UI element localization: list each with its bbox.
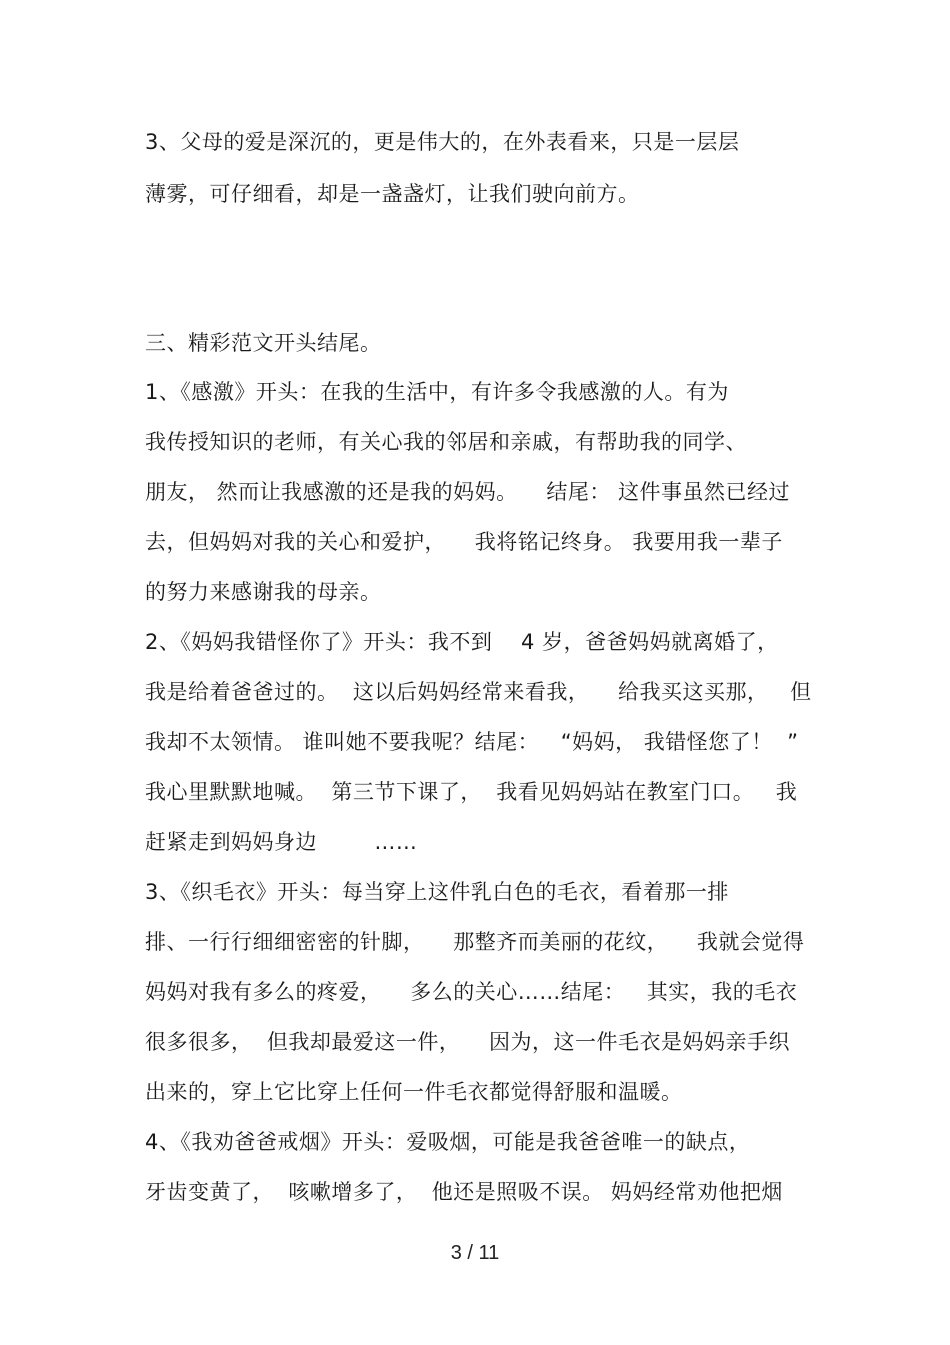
text-line: 2、《妈妈我错怪你了》开头：我不到 4 岁，爸爸妈妈就离婚了， <box>145 630 779 654</box>
text-line: 妈妈对我有多么的疼爱， 多么的关心……结尾： 其实，我的毛衣 <box>145 980 798 1004</box>
text-line: 很多很多， 但我却最爱这一件， 因为，这一件毛衣是妈妈亲手织 <box>145 1030 791 1054</box>
text-line: 朋友， 然而让我感激的还是我的妈妈。 结尾： 这件事虽然已经过 <box>145 480 791 504</box>
text-line: 我却不太领情。 谁叫她不要我呢？结尾： “妈妈， 我错怪您了！ ” <box>145 730 799 754</box>
text-line: 3、父母的爱是深沉的，更是伟大的，在外表看来，只是一层层 <box>145 130 740 154</box>
text-line: 1、《感激》开头：在我的生活中，有许多令我感激的人。有为 <box>145 380 729 404</box>
text-line: 我传授知识的老师，有关心我的邻居和亲戚，有帮助我的同学、 <box>145 430 747 454</box>
text-line: 我心里默默地喊。 第三节下课了， 我看见妈妈站在教室门口。 我 <box>145 780 798 804</box>
text-line: 4、《我劝爸爸戒烟》开头：爱吸烟，可能是我爸爸唯一的缺点， <box>145 1130 751 1154</box>
text-line: 赶紧走到妈妈身边 …… <box>145 830 418 854</box>
text-line: 排、一行行细细密密的针脚， 那整齐而美丽的花纹， 我就会觉得 <box>145 930 805 954</box>
text-line: 去，但妈妈对我的关心和爱护， 我将铭记终身。 我要用我一辈子 <box>145 530 783 554</box>
text-line: 薄雾，可仔细看，却是一盏盏灯，让我们驶向前方。 <box>145 182 640 206</box>
text-line: 牙齿变黄了， 咳嗽增多了， 他还是照吸不误。 妈妈经常劝他把烟 <box>145 1180 783 1204</box>
text-line: 的努力来感谢我的母亲。 <box>145 580 382 604</box>
text-line: 我是给着爸爸过的。 这以后妈妈经常来看我， 给我买这买那， 但 <box>145 680 812 704</box>
text-line: 3、《织毛衣》开头：每当穿上这件乳白色的毛衣，看着那一排 <box>145 880 729 904</box>
page-number: 3 / 11 <box>450 1242 500 1264</box>
section-heading: 三、精彩范文开头结尾。 <box>145 331 382 355</box>
text-line: 出来的，穿上它比穿上任何一件毛衣都觉得舒服和温暖。 <box>145 1080 683 1104</box>
